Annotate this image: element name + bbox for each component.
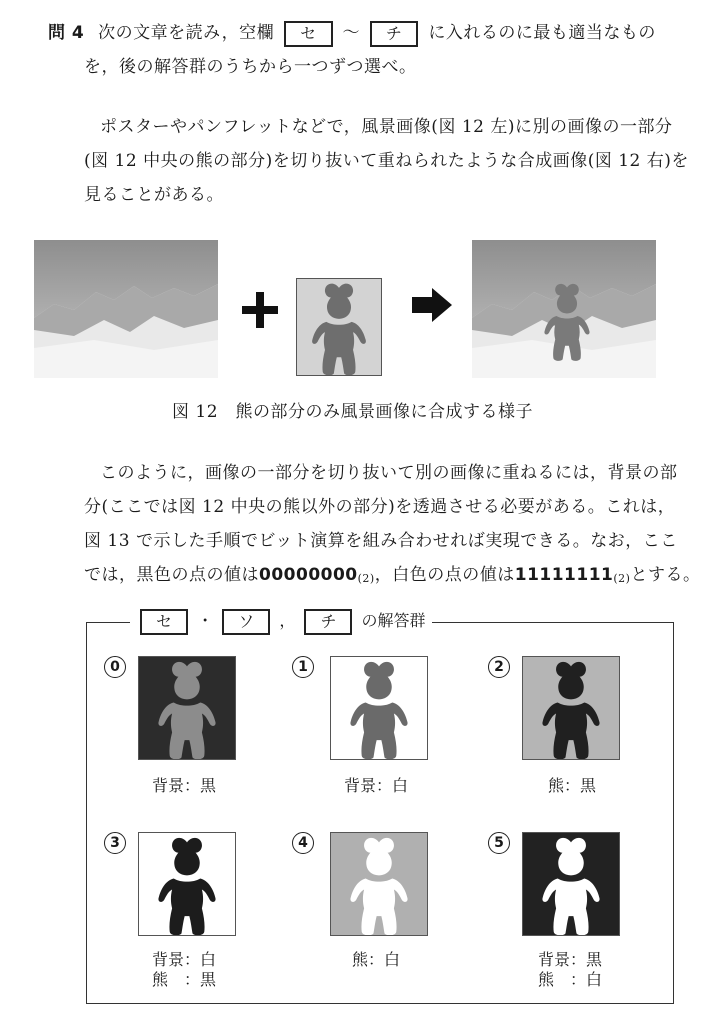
legend-box-chi: チ <box>304 609 352 635</box>
option-number-3[interactable]: 3 <box>104 832 126 854</box>
option-number-2[interactable]: 2 <box>488 656 510 678</box>
option-number-1[interactable]: 1 <box>292 656 314 678</box>
para2-line4-mid: ，白色の点の値は <box>374 565 515 585</box>
legend-suffix: の解答群 <box>361 611 426 630</box>
plus-icon <box>242 292 278 328</box>
legend-box-se: セ <box>140 609 188 635</box>
para2-line4-post: とする。 <box>630 565 701 585</box>
para1-line-3: 見ることがある。 <box>84 185 224 205</box>
blank-box-chi: チ <box>370 21 419 47</box>
para2-line-1: このように，画像の一部分を切り抜いて別の画像に重ねるには，背景の部 <box>100 463 678 483</box>
para2-line4-pre: では，黒色の点の値は <box>84 565 259 585</box>
question-text-pre: 次の文章を読み，空欄 <box>98 23 275 43</box>
option-image-1[interactable] <box>330 656 428 760</box>
para1-line-2: (図 12 中央の熊の部分)を切り抜いて重ねられたような合成画像(図 12 右)を <box>84 151 689 171</box>
option-number-4[interactable]: 4 <box>292 832 314 854</box>
legend-box-so: ソ <box>222 609 270 635</box>
blank-box-se: セ <box>284 21 333 47</box>
landscape-image <box>34 240 218 378</box>
option-number-5[interactable]: 5 <box>488 832 510 854</box>
legend-comma: ， <box>279 611 296 630</box>
option-number-0[interactable]: 0 <box>104 656 126 678</box>
figure-caption: 図 12 熊の部分のみ風景画像に合成する様子 <box>172 402 534 422</box>
legend-dot: ・ <box>197 611 214 630</box>
question-text-post: に入れるのに最も適当なもの <box>428 23 656 43</box>
option-label-3: 背景：白 熊 ：黒 <box>152 950 217 989</box>
para2-line-3: 図 13 で示した手順でビット演算を組み合わせれば実現できる。なお，ここ <box>84 531 678 551</box>
option-image-2[interactable] <box>522 656 620 760</box>
black-value: 00000000 <box>259 565 358 585</box>
question-line-2: を，後の解答群のうちから一つずつ選べ。 <box>84 57 417 77</box>
composite-image <box>472 240 656 378</box>
tilde: ～ <box>342 23 361 43</box>
option-label-2: 熊：黒 <box>548 776 597 795</box>
option-image-4[interactable] <box>330 832 428 936</box>
option-image-3[interactable] <box>138 832 236 936</box>
option-label-1: 背景：白 <box>344 776 409 795</box>
white-value-base: (2) <box>613 572 631 585</box>
option-label-5: 背景：黒 熊 ：白 <box>538 950 603 989</box>
answer-group-legend <box>130 608 432 635</box>
para1-line-1: ポスターやパンフレットなどで，風景画像(図 12 左)に別の画像の一部分 <box>100 117 673 137</box>
option-image-0[interactable] <box>138 656 236 760</box>
bear-image <box>296 278 382 376</box>
arrow-right-icon <box>412 288 452 322</box>
para2-line-4 <box>84 560 700 585</box>
para2-line-2: 分(ここでは図 12 中央の熊以外の部分)を透過させる必要がある。これは， <box>84 497 676 517</box>
question-number: 問 4 <box>48 23 85 43</box>
option-image-5[interactable] <box>522 832 620 936</box>
question-line-1 <box>48 18 656 47</box>
black-value-base: (2) <box>357 572 375 585</box>
option-label-4: 熊：白 <box>352 950 401 969</box>
white-value: 11111111 <box>514 565 614 585</box>
option-label-0: 背景：黒 <box>152 776 217 795</box>
